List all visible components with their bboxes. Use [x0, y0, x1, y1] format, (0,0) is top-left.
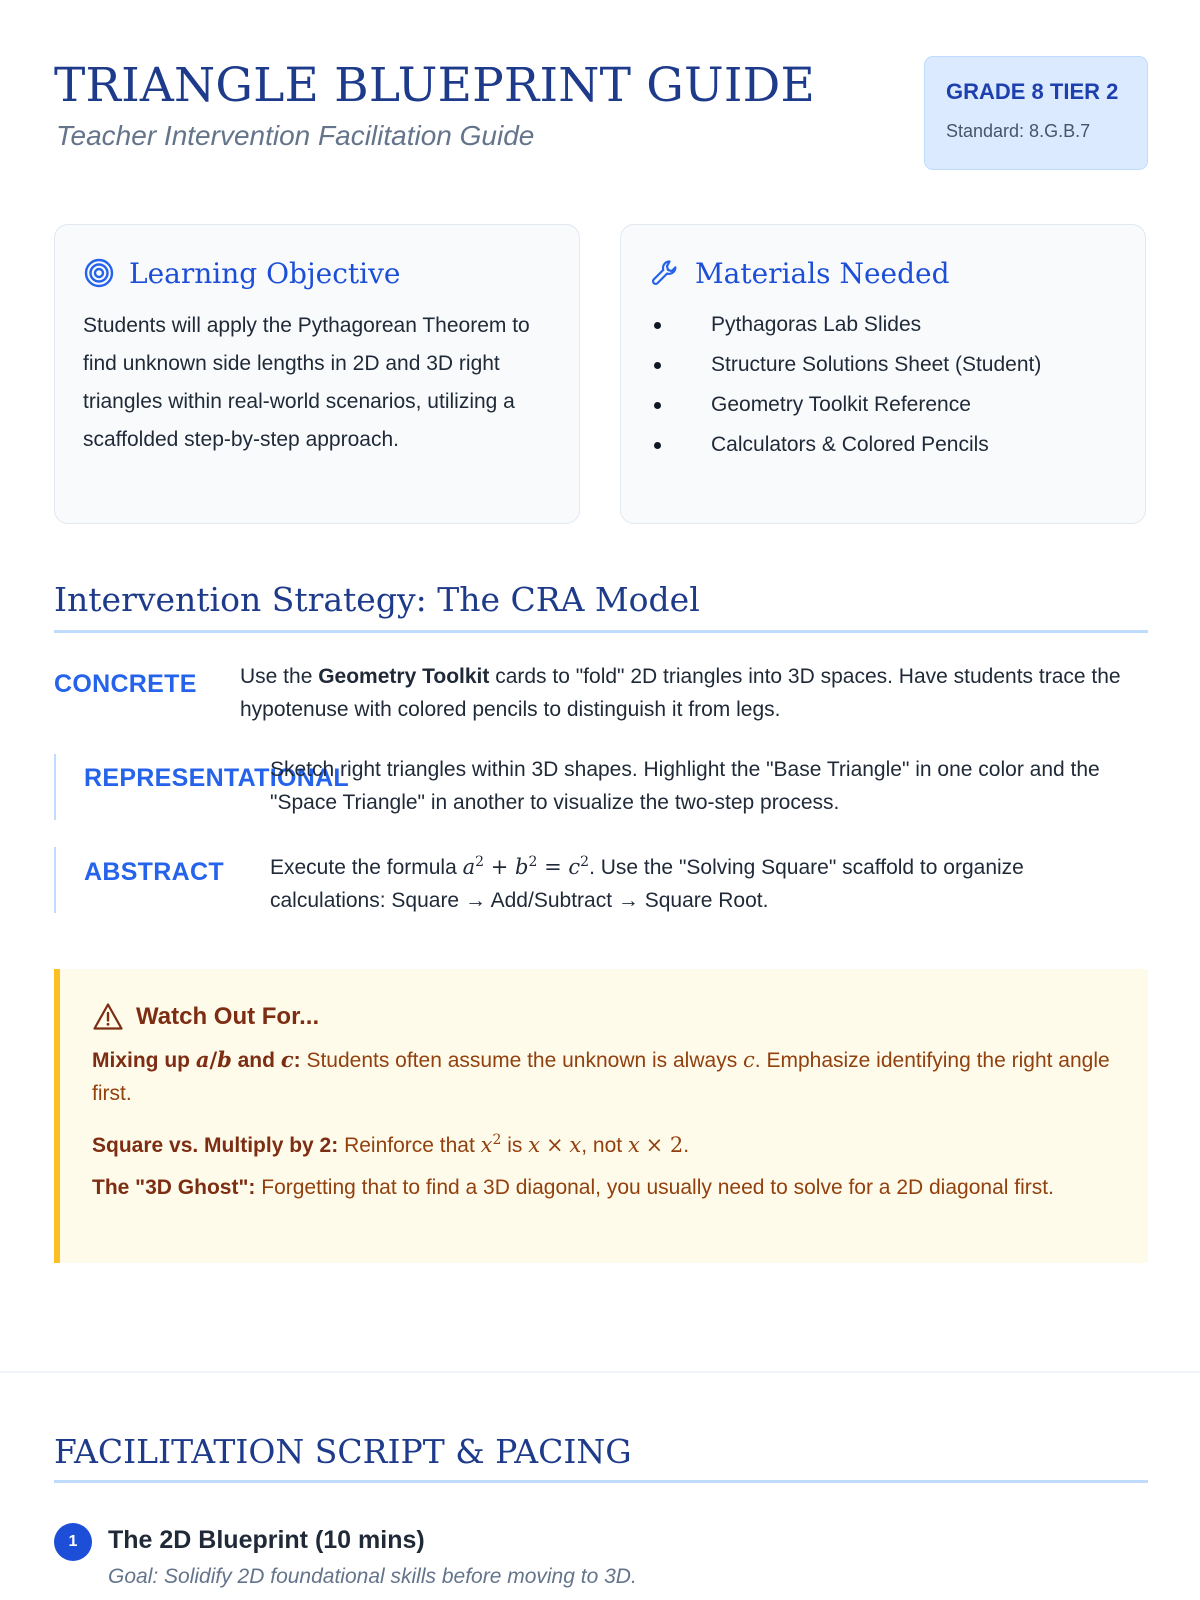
warning-item-3d-ghost: The "3D Ghost": Forgetting that to find a 3D diagonal, you usually need to solve for a 2D diagonal first. — [92, 1176, 1054, 1199]
concrete-label: CONCRETE — [54, 670, 197, 698]
list-item: Geometry Toolkit Reference — [649, 385, 1041, 425]
grade-label: GRADE 8 TIER 2 — [946, 79, 1119, 104]
standard-label: Standard: 8.G.B.7 — [946, 121, 1091, 141]
page-subtitle: Teacher Intervention Facilitation Guide — [56, 120, 535, 151]
warning-item-square: Square vs. Multiply by 2: Reinforce that $x^2$ is x × x, not x × 2. — [92, 1132, 690, 1157]
materials-card — [620, 224, 1146, 524]
materials-title: Materials Needed — [695, 256, 950, 290]
materials-header — [649, 255, 950, 291]
geometry-toolkit-bold: Geometry Toolkit — [318, 665, 490, 688]
strategy-section-title: Intervention Strategy: The CRA Model — [54, 580, 700, 619]
step-goal: Goal: Solidify 2D foundational skills before moving to 3D. — [108, 1565, 637, 1588]
step-title: The 2D Blueprint (10 mins) — [108, 1526, 425, 1554]
watch-out-title: Watch Out For... — [136, 1003, 320, 1030]
page-title: TRIANGLE BLUEPRINT GUIDE — [54, 58, 815, 113]
watch-out-header — [92, 1001, 319, 1033]
learning-objective-header — [83, 255, 401, 291]
representational-label: REPRESENTATIONAL — [84, 764, 349, 792]
list-item: Calculators & Colored Pencils — [649, 425, 1041, 465]
concrete-text: Use the Geometry Toolkit cards to "fold" 2D triangles into 3D spaces. Have students trace the hypotenuse with colored pencils to distinguish it from legs. — [240, 665, 1121, 721]
abstract-label: ABSTRACT — [84, 858, 224, 886]
abstract-accent-bar — [54, 847, 56, 913]
warning-triangle-icon — [92, 1001, 124, 1033]
list-item: Pythagoras Lab Slides — [649, 305, 1041, 345]
pacing-section-rule — [54, 1480, 1148, 1483]
materials-list — [649, 305, 1041, 465]
step-number-badge: 1 — [54, 1523, 92, 1561]
list-item: Structure Solutions Sheet (Student) — [649, 345, 1041, 385]
warning-item-mixing: Mixing up a/b and c: Students often assume the unknown is always c. Emphasize identifying the right angle first. — [92, 1047, 1110, 1105]
abstract-text: Execute the formula $a^2 + b^2 = c^2$. Use the "Solving Square" scaffold to organize calculations: Square → Add/Subtract → Square Root. — [270, 854, 1024, 912]
watch-out-callout — [54, 969, 1148, 1263]
grade-badge — [924, 56, 1148, 170]
learning-objective-title: Learning Objective — [129, 256, 401, 290]
learning-objective-text: Students will apply the Pythagorean Theorem to find unknown side lengths in 2D and 3D right triangles within real-world scenarios, utilizing a scaffolded step-by-step approach. — [83, 314, 530, 451]
representational-text: Sketch right triangles within 3D shapes. Highlight the "Base Triangle" in one color and the "Space Triangle" in another to visualize the two-step process. — [270, 758, 1100, 814]
page-divider — [0, 1371, 1200, 1373]
pythagorean-formula: $a^2 + b^2 = c^2$ — [462, 854, 590, 879]
learning-objective-card — [54, 224, 580, 524]
document-header — [54, 56, 1148, 176]
strategy-section-rule — [54, 630, 1148, 633]
wrench-icon — [649, 257, 681, 289]
pacing-section-title: FACILITATION SCRIPT & PACING — [54, 1432, 632, 1471]
target-icon — [83, 257, 115, 289]
representational-accent-bar — [54, 754, 56, 820]
